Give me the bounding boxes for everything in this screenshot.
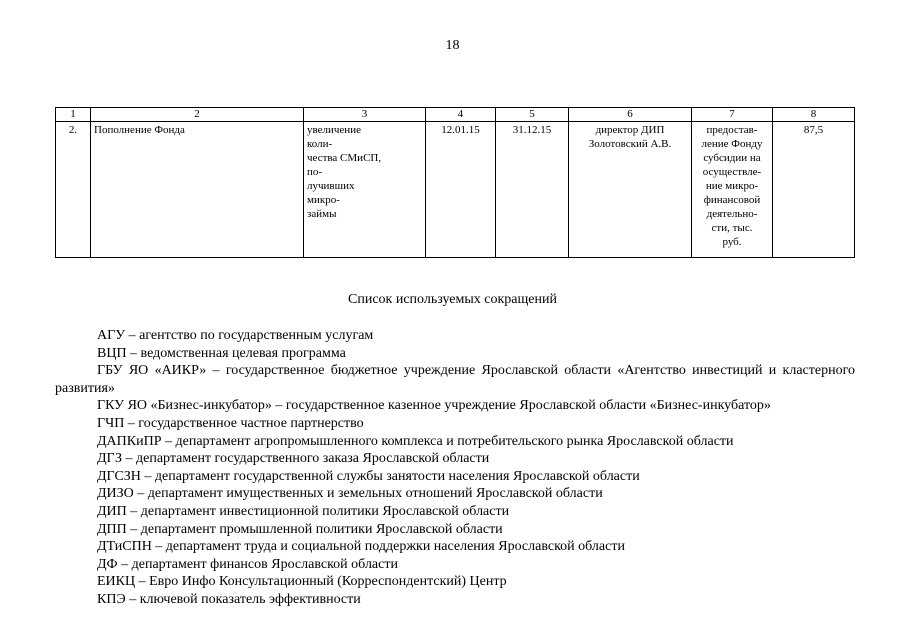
- abbreviation-item: ДТиСПН – департамент труда и социальной поддержки населения Ярославской области: [97, 539, 625, 555]
- abbreviation-item: КПЭ – ключевой показатель эффективности: [97, 591, 361, 607]
- funding-purpose-text: предостав- ление Фонду субсидии на осуществле- ние микро- финансовой деятельно- сти, тыс. руб.: [701, 124, 763, 248]
- row-number: 2.: [56, 122, 91, 258]
- abbreviation-item: ДАПКиПР – департамент агропромышленного комплекса и потребительского рынка Ярославской области: [97, 433, 734, 449]
- table-header-cell: 5: [496, 108, 569, 122]
- responsible-person: [569, 122, 692, 258]
- abbreviation-item: АГУ – агентство по государственным услугам: [97, 328, 374, 343]
- abbreviations-title: Список используемых сокращений: [348, 292, 557, 307]
- abbreviations-list: [55, 327, 855, 609]
- table-header-cell: 4: [426, 108, 496, 122]
- funding-amount: 87,5: [773, 122, 855, 258]
- abbreviation-item: ДПП – департамент промышленной политики Ярославской области: [97, 521, 503, 537]
- abbreviation-item: ГКУ ЯО «Бизнес-инкубатор» – государственное казенное учреждение Ярославской области «Бизнес-инкубатор»: [97, 398, 771, 414]
- abbreviation-item: ДГСЗН – департамент государственной службы занятости населения Ярославской области: [97, 468, 640, 484]
- abbreviation-item: ДГЗ – департамент государственного заказа Ярославской области: [97, 451, 490, 467]
- abbreviation-item: ВЦП – ведомственная целевая программа: [97, 345, 346, 361]
- table-header-cell: 3: [304, 108, 426, 122]
- start-date: 12.01.15: [426, 122, 496, 258]
- table-header-cell: 1: [56, 108, 91, 122]
- table-header-cell: 8: [773, 108, 855, 122]
- abbreviation-item: ДИП – департамент инвестиционной политики Ярославской области: [97, 503, 510, 519]
- funding-purpose: [692, 122, 773, 258]
- expected-result: [304, 122, 426, 258]
- abbreviation-item: ЕИКЦ – Евро Инфо Консультационный (Корреспондентский) Центр: [97, 574, 507, 590]
- table-row: [56, 122, 855, 258]
- abbreviation-item: ДФ – департамент финансов Ярославской области: [97, 556, 398, 572]
- expected-result-text: увеличение коли- чества СМиСП, по- лучивших микро- займы: [307, 124, 382, 220]
- responsible-text: директор ДИП Золотовский А.В.: [588, 124, 672, 150]
- end-date: 31.12.15: [496, 122, 569, 258]
- table-header-row: [56, 108, 855, 122]
- table-header-cell: 2: [91, 108, 304, 122]
- abbreviation-item: ГБУ ЯО «АИКР» – государственное бюджетное учреждение Ярославской области «Агентство инвестиций и кластерного развития»: [55, 363, 855, 396]
- action-name: Пополнение Фонда: [91, 122, 304, 258]
- abbreviation-item: ДИЗО – департамент имущественных и земельных отношений Ярославской области: [97, 486, 603, 502]
- plan-table: [55, 107, 855, 258]
- table-header-cell: 7: [692, 108, 773, 122]
- page-number: 18: [445, 38, 460, 53]
- table-header-cell: 6: [569, 108, 692, 122]
- abbreviation-item: ГЧП – государственное частное партнерство: [97, 415, 364, 431]
